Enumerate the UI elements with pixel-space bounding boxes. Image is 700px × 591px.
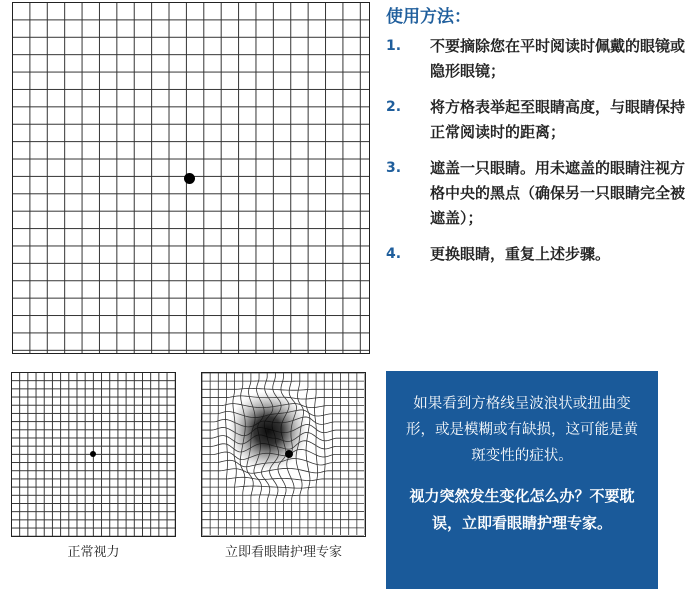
amsler-grid-distorted [201, 372, 366, 537]
step-text: 将方格表举起至眼睛高度，与眼睛保持正常阅读时的距离； [430, 98, 686, 141]
alert-advice-text: 视力突然发生变化怎么办？不要耽误，立即看眼睛护理专家。 [409, 487, 635, 532]
grid-line-horizontal [202, 495, 364, 496]
step-text: 遮盖一只眼睛。用未遮盖的眼睛注视方格中央的黑点（确保另一只眼睛完全被遮盖）； [430, 159, 686, 227]
step-number: 1. [386, 38, 402, 54]
distorted-grid-image [202, 373, 365, 536]
instruction-step [386, 242, 686, 267]
grid-line-horizontal [202, 468, 364, 473]
fixation-dot-main [184, 173, 195, 184]
alert-warning-text: 如果看到方格线呈波浪状或扭曲变形，或是模糊或有缺损，这可能是黄斑变性的症状。 [406, 396, 638, 464]
step-text: 更换眼睛，重复上述步骤。 [430, 245, 611, 263]
instruction-step [386, 95, 686, 145]
instructions-list [386, 34, 686, 278]
blind-spot [228, 391, 308, 471]
step-number: 2. [386, 99, 402, 115]
step-text: 不要摘除您在平时阅读时佩戴的眼镜或隐形眼镜； [430, 37, 686, 80]
step-number: 4. [386, 246, 402, 262]
fixation-dot-normal [90, 451, 96, 457]
caption-see-expert: 立即看眼睛护理专家 [224, 545, 342, 560]
instructions-title: 使用方法： [386, 7, 471, 27]
step-number: 3. [386, 160, 402, 176]
fixation-dot-distorted [285, 450, 293, 458]
instruction-step [386, 156, 686, 231]
grid-line-vertical [306, 373, 310, 535]
macular-degeneration-alert [386, 371, 658, 589]
instruction-step [386, 34, 686, 84]
caption-normal-vision: 正常视力 [67, 545, 120, 560]
